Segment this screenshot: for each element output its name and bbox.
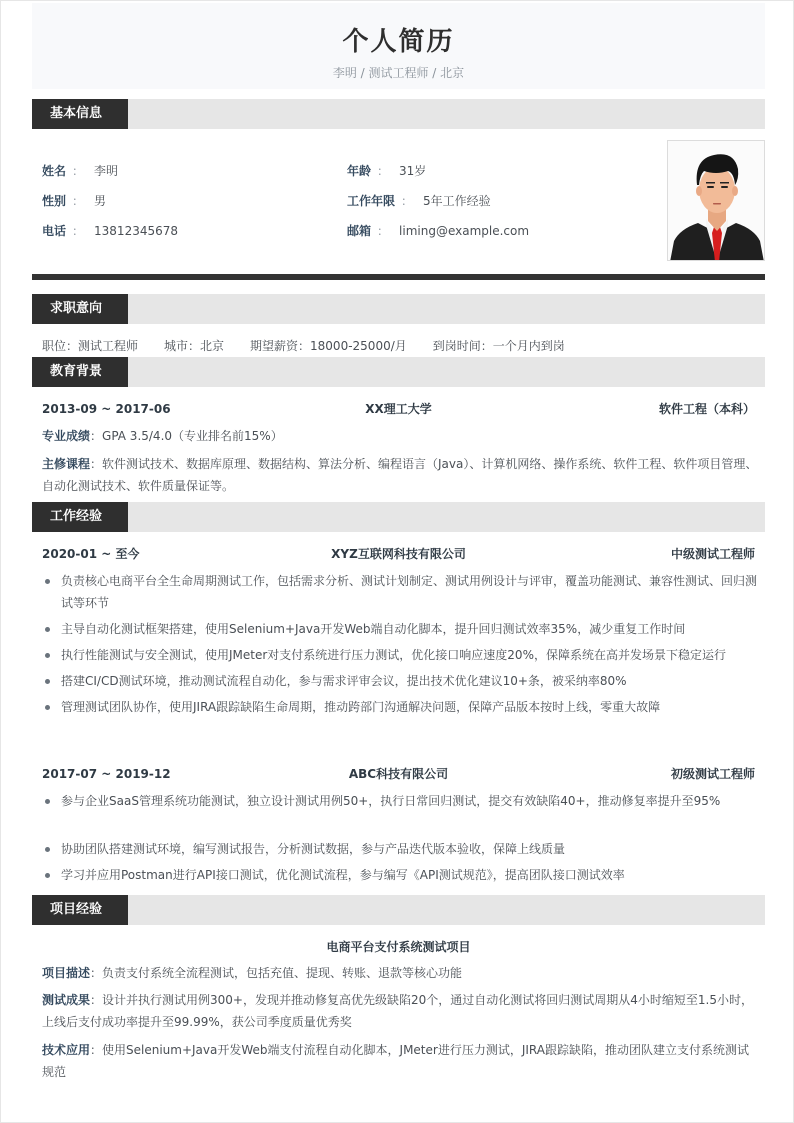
courses-label: 主修课程: [42, 457, 91, 471]
education-period: 2013-09 ~ 2017-06: [42, 402, 171, 416]
project-tech: [42, 1039, 758, 1083]
info-name: 姓名 ： 李明: [42, 164, 119, 178]
info-years: 工作年限 ： 5年工作经验: [347, 194, 491, 208]
work-header-2: [42, 765, 755, 783]
list-item: 管理测试团队协作，使用JIRA跟踪缺陷生命周期，推动跨部门沟通解决问题，保障产品版本按时上线，零重大故障: [42, 696, 758, 718]
project-description: [42, 962, 758, 984]
list-item: 负责核心电商平台全生命周期测试工作，包括需求分析、测试计划制定、测试用例设计与评审，覆盖功能测试、兼容性测试、回归测试等环节: [42, 570, 758, 614]
intent-start: 到岗时间：一个月内到岗: [432, 339, 565, 353]
project-title: 电商平台支付系统测试项目: [326, 940, 471, 954]
work-bullets-1: [42, 570, 758, 722]
section-title: 项目经验: [32, 895, 128, 925]
work-company: XYZ互联网科技有限公司: [331, 547, 466, 561]
gpa-value: ：GPA 3.5/4.0（专业排名前15%）: [90, 429, 283, 443]
intent-city: 城市：北京: [164, 339, 225, 353]
courses-value: ：软件测试技术、数据库原理、数据结构、算法分析、编程语言（Java）、计算机网络、操作系统、软件工程、软件项目管理、自动化测试技术、软件质量保证等。: [42, 457, 758, 493]
section-basic-info: [32, 99, 765, 129]
info-value: 男: [94, 194, 107, 208]
info-label: 性别: [42, 194, 67, 208]
info-label: 邮箱: [347, 224, 372, 238]
info-phone: 电话 ： 13812345678: [42, 224, 179, 238]
desc-label: 项目描述: [42, 966, 91, 980]
education-major: 软件工程（本科）: [658, 402, 755, 416]
work-period: 2017-07 ~ 2019-12: [42, 767, 171, 781]
job-intent-row: [42, 337, 591, 355]
page-title: 个人简历: [342, 27, 455, 57]
list-item: 学习并应用Postman进行API接口测试，优化测试流程，参与编写《API测试规范》，提高团队接口测试效率: [42, 864, 758, 886]
info-gender: 性别 ： 男: [42, 194, 107, 208]
work-bullets-2: [42, 790, 758, 890]
result-label: 测试成果: [42, 993, 91, 1007]
info-email: 邮箱 ： liming@example.com: [347, 224, 530, 238]
work-role: 初级测试工程师: [670, 767, 755, 781]
info-age: 年龄 ： 31岁: [347, 164, 427, 178]
result-value: ：设计并执行测试用例300+，发现并推动修复高优先级缺陷20个，通过自动化测试将回归测试周期从4小时缩短至1.5小时，上线后支付成功率提升至99.99%，获公司季度质量优秀奖: [42, 993, 753, 1029]
project-results: [42, 989, 758, 1033]
list-item: 执行性能测试与安全测试，使用JMeter对支付系统进行压力测试，优化接口响应速度20%，保障系统在高并发场景下稳定运行: [42, 644, 758, 666]
avatar-icon: [668, 141, 765, 261]
section-title: 求职意向: [32, 294, 128, 324]
list-item: 协助团队搭建测试环境，编写测试报告，分析测试数据，参与产品迭代版本验收，保障上线质量: [42, 838, 758, 860]
info-label: 电话: [42, 224, 67, 238]
list-item: 主导自动化测试框架搭建，使用Selenium+Java开发Web端自动化脚本，提升回归测试效率35%，减少重复工作时间: [42, 618, 758, 640]
work-role: 中级测试工程师: [670, 547, 755, 561]
info-label: 姓名: [42, 164, 67, 178]
section-divider: [32, 274, 765, 280]
info-value: 李明: [94, 164, 119, 178]
section-title: 教育背景: [32, 357, 128, 387]
info-value: 31岁: [399, 164, 427, 178]
desc-value: ：负责支付系统全流程测试，包括充值、提现、转账、退款等核心功能: [90, 966, 463, 980]
info-label: 年龄: [347, 164, 372, 178]
tech-label: 技术应用: [42, 1043, 91, 1057]
education-courses: [42, 453, 758, 497]
info-value: liming@example.com: [399, 224, 530, 238]
section-project-experience: [32, 895, 765, 925]
intent-salary: 期望薪资：18000-25000/月: [250, 339, 407, 353]
resume-header: [32, 3, 765, 89]
list-item: 搭建CI/CD测试环境，推动测试流程自动化，参与需求评审会议，提出技术优化建议10+条，被采纳率80%: [42, 670, 758, 692]
list-item: 参与企业SaaS管理系统功能测试，独立设计测试用例50+，执行日常回归测试，提交有效缺陷40+，推动修复率提升至95%: [42, 790, 758, 812]
avatar-photo: [667, 140, 765, 261]
section-title: 基本信息: [32, 99, 128, 129]
info-value: 13812345678: [94, 224, 179, 238]
education-header: [42, 400, 755, 418]
section-job-intent: [32, 294, 765, 324]
work-company: ABC科技有限公司: [348, 767, 449, 781]
section-title: 工作经验: [32, 502, 128, 532]
education-school: XX理工大学: [365, 402, 432, 416]
work-header-1: [42, 545, 755, 563]
info-label: 工作年限: [347, 194, 396, 208]
intent-position: 职位：测试工程师: [42, 339, 139, 353]
work-period: 2020-01 ~ 至今: [42, 547, 140, 561]
section-education: [32, 357, 765, 387]
section-work-experience: [32, 502, 765, 532]
tech-value: ：使用Selenium+Java开发Web端支付流程自动化脚本，JMeter进行压力测试，JIRA跟踪缺陷，推动团队建立支付系统测试规范: [42, 1043, 749, 1079]
page-subtitle: 李明 / 测试工程师 / 北京: [332, 66, 465, 80]
education-gpa: [42, 425, 758, 447]
gpa-label: 专业成绩: [42, 429, 91, 443]
info-value: 5年工作经验: [423, 194, 491, 208]
